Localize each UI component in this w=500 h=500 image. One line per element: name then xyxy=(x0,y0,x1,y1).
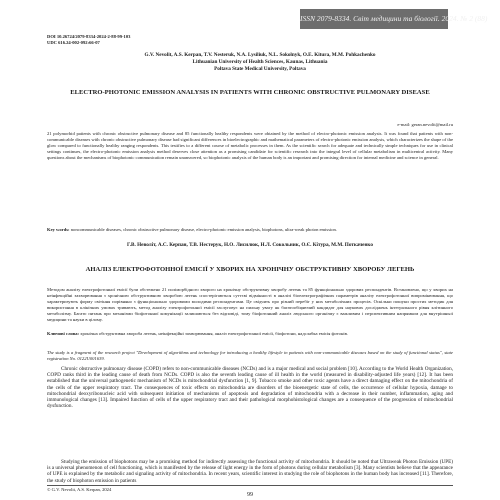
page-number: 99 xyxy=(247,492,253,498)
article-title-en: ELECTRO-PHOTONIC EMISSION ANALYSIS IN PATIENTS WITH CHRONIC OBSTRUCTIVE PULMONARY DISEASE xyxy=(70,89,430,96)
keywords-en xyxy=(47,227,453,233)
keywords-ua-text: хронічна обструктивна хвороба легень, неінфекційні захворювання, аналіз електрофотонної емісії, біофотони, надслабка емісія фотонів. xyxy=(80,331,349,336)
keywords-ua xyxy=(47,331,453,337)
research-project-note: The study is a fragment of the research project "Development of algorithms and technology for introducing a healthy lifestyle in patients with non-communicable diseases based on the study of functional status", state registration No. 0122U001639. xyxy=(47,350,453,361)
keywords-ua-label: Ключові слова: xyxy=(47,331,80,336)
body-paragraph-1: Chronic obstructive pulmonary disease (COPD) refers to non-communicable diseases (NCDs) and is a major medical and social problem [10]. According to the World Health Organization, COPD ranks third in the leading cause of death from NCDs. COPD is also the seventh leading cause of ill health in the world (measured in disability-adjusted life years) [12]. It has been established that the universal pathogenetic mechanism of NCDs is mitochondrial dysfunction [1, 9]. Tobacco smoke and other toxic agents have a direct damaging effect on the mitochondria of the cells of the upper respiratory tract. The consequences of toxic effects on mitochondria are disorders of the bioenergetic state of cells, the occurrence of cellular hypoxia, damage to mitochondrial deoxyribonucleic acid with subsequent initiation of mechanisms of apoptosis and degradation of mitochondria with a decrease in their number, inflammation, aging and immunological changes [13]. Impaired function of cells of the upper respiratory tract and their pathological morphohistological changes are a consequence of the progression of mitochondrial dysfunction. xyxy=(47,366,453,410)
doi-line: DOI 10.26724/2079-8334-2024-2-88-99-103 xyxy=(47,34,131,39)
body-paragraph-2: Studying the emission of biophotons may be a promising method for indirectly assessing the functional activity of mitochondria. It should be noted that Ultraweak Photon Emission (UPE) is a universal phenomenon of cell functioning, which is manifested by the release of light energy in the form of photons during cellular metabolism [3]. Many scientists believe that the appearance of UPE is explained by the metabolic and signaling activity of mitochondria. In recent years, scientific interest in studying the role of biophotons in the human body has increased [11]. Therefore, the study of biophoton emission in patients xyxy=(47,459,453,484)
authors-block-en xyxy=(60,52,460,73)
abstract-en: 21 polymorbid patients with chronic obstructive pulmonary disease and 85 functionally healthy respondents were obtained by the method of electro-photonic emission analysis. It was found that patients with non-communicable diseases with chronic obstructive pulmonary disease had significant differences in bioelectrographic and mathematical parameters of electro-photonic emission analysis, which characterizes the shape of the glow compared to functionally healthy ranging respondents. This testifies to a different course of metabolic processes in them. As the scientific search for adequate and technically simple techniques for use in clinical settings continues, the electro-photonic emission analysis method deserves close attention as a promising candidate for scientific research into the integral level of cellular metabolism in multicentral activity. Many questions about the mechanisms of biophotonic communication remain unanswered, so biophotonic analysis of the human body is an important and promising direction for internal medicine and science in general. xyxy=(47,131,453,160)
keywords-en-text: noncommunicable diseases, chronic obstructive pulmonary disease, electro-photonic emission analysis, biophotons, ultra-weak photon emission. xyxy=(70,227,338,232)
footer-divider xyxy=(47,485,453,486)
affiliation-1: Lithuanian University of Health Sciences, Kaunas, Lithuania xyxy=(192,59,328,65)
keywords-en-label: Key words: xyxy=(47,227,70,232)
author-names-en: G.V. Nevolit, A.S. Kerpan, T.V. Nesteruk, N.A. Lysiliuk, N.L. Sokolnyk, O.E. Kitura, M.M. Pohkachenko xyxy=(144,52,376,58)
udc-line: UDC 616.24-002-092:66-07 xyxy=(47,40,100,45)
article-title-ua: АНАЛІЗ ЕЛЕКТРОФОТОННОЇ ЕМІСІЇ У ХВОРИХ НА ХРОНІЧНУ ОБСТРУКТИВНУ ХВОРОБУ ЛЕГЕНЬ xyxy=(85,266,415,273)
affiliation-2: Poltava State Medical University, Poltava xyxy=(214,66,306,72)
article-identifiers xyxy=(47,34,130,46)
copyright-notice: © G.V. Nevolit, A.S. Kerpan, 2024 xyxy=(47,487,112,492)
authors-block-ua: Г.В. Неволіт, А.С. Керпан, Т.В. Нестерук, Н.О. Лисилюк, Н.Л. Сокольник, О.Є. Кітура, М.М. Поткаченко xyxy=(127,242,373,248)
contact-email: e-mail: geran.nevolit@mail.ru xyxy=(397,122,453,127)
abstract-ua: Методом аналізу електрофотонної емісії були обстежено 21 поліморбідного хворого на хронічну обструктивну хворобу легень та 85 функціонально здорових респондентів. Встановлено, що у хворих на неінфекційні захворювання з хронічною обструктивною хворобою легень спостерігаються суттєві відмінності в аналізі біоелектрографічних параметрів аналізу електрофотонної випромінювання, що характеризують форму світіння порівняно з функціонально здоровими молодими респондентами. Це свідчить про різний перебіг у них метаболічних процесів. Оскільки пошуки простих методик для використання в клінічних умовах тривають, метод аналізу електрофотонної емісії заслуговує на пильну увагу як багатообіцяючий кандидат для наукових досліджень інтегрального рівня клітинного метаболізму. Багато питань про механізми біофотонної комунікації залишаються без відповіді, тому біофотонний аналіз людського організму є важливим і перспективним напрямком для внутрішньої медицини та науки в цілому. xyxy=(47,287,453,322)
journal-header-banner: ISSN 2079-8334. Світ медицини та біології. 2024. № 2 (88) xyxy=(300,9,448,29)
